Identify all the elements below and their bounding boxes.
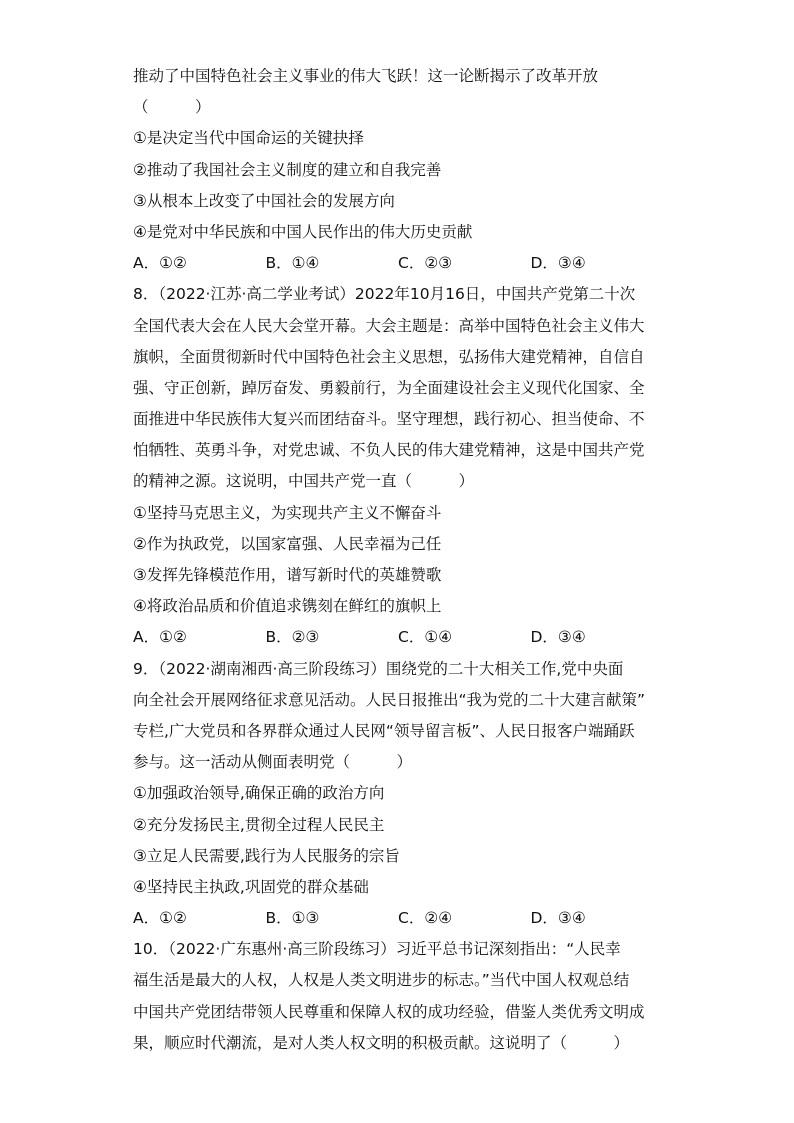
question-stem-line: 10．（2022·广东惠州·高三阶段练习）习近平总书记深刻指出：“人民幸 [133,940,621,959]
choice-item: ④坚持民主执政,巩固党的群众基础 [133,877,369,896]
option-a: A．①② [133,628,187,647]
option-c: C．②③ [398,254,453,273]
option-b: B．②③ [265,628,320,647]
question-stem-line: 面推进中华民族伟大复兴而团结奋斗。坚守理想，践行初心、担当使命、不 [133,410,645,429]
choice-item: ①坚持马克思主义，为实现共产主义不懈奋斗 [133,503,442,522]
option-c: C．②④ [398,909,453,928]
option-a: A．①② [133,254,187,273]
choice-item: ②推动了我国社会主义制度的建立和自我完善 [133,160,442,179]
question-stem-line: 旗帜，全面贯彻新时代中国特色社会主义思想，弘扬伟大建党精神，自信自 [133,347,645,366]
option-a: A．①② [133,909,187,928]
choice-item: ①加强政治领导,确保正确的政治方向 [133,784,385,803]
answer-options [133,622,663,653]
question-stem-line: 专栏,广大党员和各界群众通过人民网“领导留言板”、人民日报客户端踊跃 [133,721,635,740]
question-stem-line: 参与。这一活动从侧面表明党（ ） [133,753,413,772]
question-stem-line: 怕牺牲、英勇斗争，对党忠诚、不负人民的伟大建党精神，这是中国共产党 [133,441,645,460]
choice-item: ③发挥先锋模范作用，谱写新时代的英雄赞歌 [133,566,442,584]
question-stem-line: 的精神之源。这说明，中国共产党一直（ ） [133,472,475,491]
question-content [133,61,663,1059]
question-stem-line: 9．（2022·湖南湘西·高三阶段练习）围绕党的二十大相关工作,党中央面 [133,659,624,678]
question-stem-line: 中国共产党团结带领人民尊重和保障人权的成功经验，借鉴人类优秀文明成 [133,1002,645,1021]
question-stem-line: 强、守正创新，踔厉奋发、勇毅前行，为全面建设社会主义现代化国家、全 [133,378,645,397]
answer-blank: （ ） [133,98,211,117]
choice-item: ①是决定当代中国命运的关键抉择 [133,129,364,148]
choice-item: ③立足人民需要,践行为人民服务的宗旨 [133,846,400,865]
choice-item: ③从根本上改变了中国社会的发展方向 [133,191,395,210]
question-stem-line: 向全社会开展网络征求意见活动。人民日报推出“我为党的二十大建言献策” [133,690,646,709]
option-d: D．③④ [530,254,586,273]
choice-item: ④将政治品质和价值追求镌刻在鲜红的旗帜上 [133,597,442,616]
answer-options [133,248,663,279]
choice-item: ④是党对中华民族和中国人民作出的伟大历史贡献 [133,222,473,241]
option-d: D．③④ [530,909,586,928]
question-7 [133,61,663,279]
question-stem-line: 8．（2022·江苏·高二学业考试）2022年10月16日，中国共产党第二十次 [133,285,636,304]
option-b: B．①④ [265,254,320,273]
option-c: C．①④ [398,628,453,647]
question-8 [133,279,663,653]
question-stem-line: 推动了中国特色社会主义事业的伟大飞跃！这一论断揭示了改革开放 [133,67,599,85]
option-d: D．③④ [530,628,586,647]
option-b: B．①③ [265,909,320,928]
question-stem-line: 果，顺应时代潮流，是对人类人权文明的积极贡献。这说明了（ ） [133,1033,630,1052]
question-10 [133,934,663,1059]
answer-options [133,903,663,934]
question-stem-line: 福生活是最大的人权，人权是人类文明进步的标志。”当代中国人权观总结 [133,971,630,990]
question-9 [133,654,663,935]
choice-item: ②作为执政党，以国家富强、人民幸福为己任 [133,534,442,553]
question-stem-line: 全国代表大会在人民大会堂开幕。大会主题是：高举中国特色社会主义伟大 [133,316,645,335]
choice-item: ②充分发扬民主,贯彻全过程人民民主 [133,815,385,834]
